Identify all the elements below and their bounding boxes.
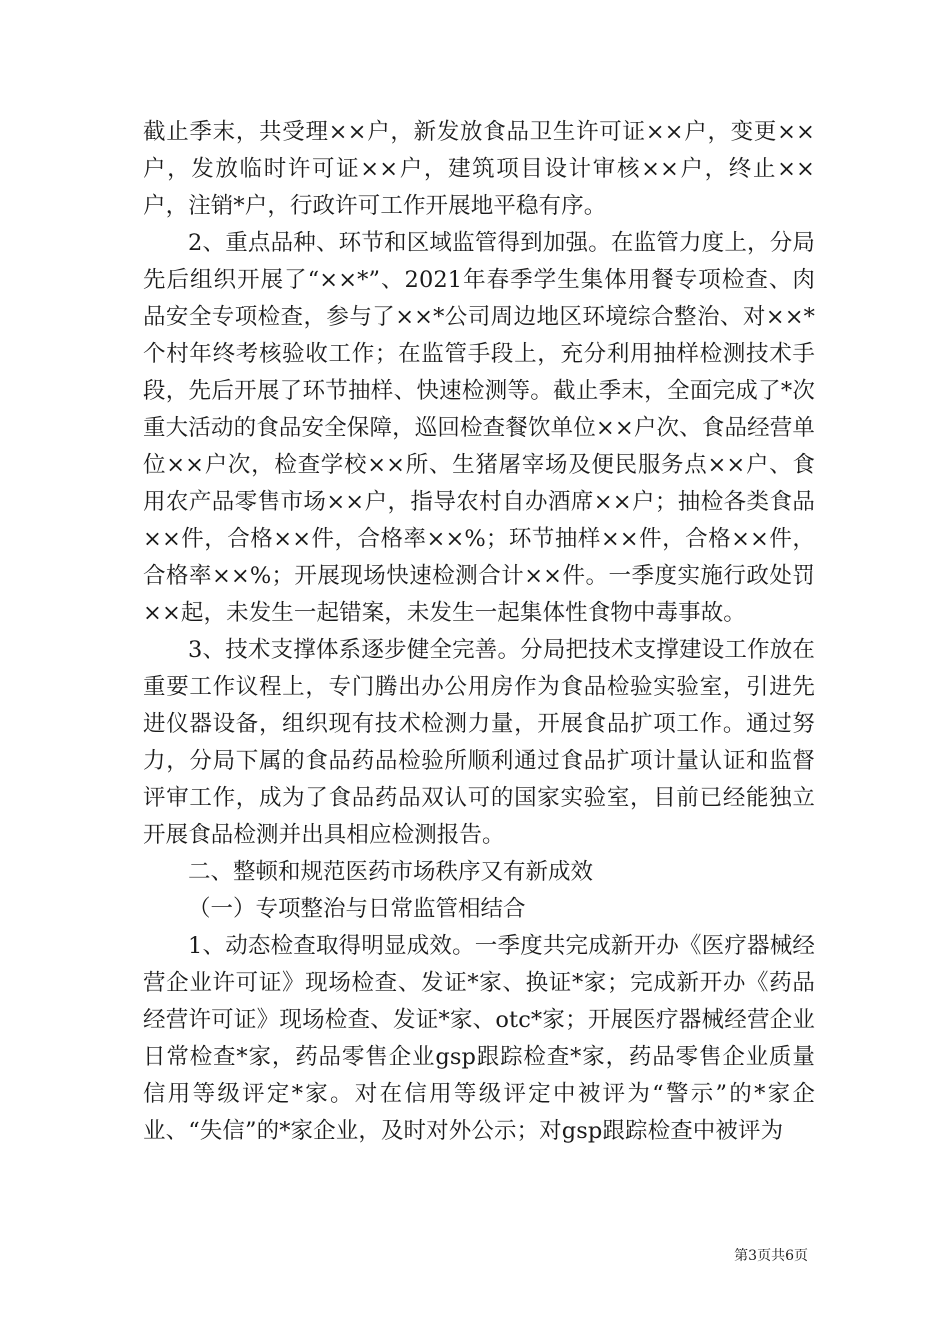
paragraph-permit-summary: 截止季末，共受理××户，新发放食品卫生许可证××户，变更××户，发放临时许可证××户，建筑项目设计审核××户，终止××户，注销*户，行政许可工作开展地平稳有序。 (143, 119, 815, 219)
subsection-heading-special-rectification: （一）专项整治与日常监管相结合 (188, 896, 526, 922)
page-number: 第3页共6页 (734, 1248, 808, 1264)
document-body (143, 114, 815, 1150)
paragraph-dynamic-inspection: 1、动态检查取得明显成效。一季度共完成新开办《医疗器械经营企业许可证》现场检查、发证*家、换证*家；完成新开办《药品经营许可证》现场检查、发证*家、otc*家；开展医疗器械经营企业日常检查*家，药品零售企业gsp跟踪检查*家，药品零售企业质量信用等级评定*家。对在信用等级评定中被评为“警示”的*家企业、“失信”的*家企业，及时对外公示；对gsp跟踪检查中被评为 (143, 933, 815, 1144)
paragraph-technical-support: 3、技术支撑体系逐步健全完善。分局把技术支撑建设工作放在重要工作议程上，专门腾出办公用房作为食品检验实验室，引进先进仪器设备，组织现有技术检测力量，开展食品扩项工作。通过努力，分局下属的食品药品检验所顺利通过食品扩项计量认证和监督评审工作，成为了食品药品双认可的国家实验室，目前已经能独立开展食品检测并出具相应检测报告。 (143, 637, 815, 848)
paragraph-key-supervision: 2、重点品种、环节和区域监管得到加强。在监管力度上，分局先后组织开展了“××*”、2021年春季学生集体用餐专项检查、肉品安全专项检查，参与了××*公司周边地区环境综合整治、对××*个村年终考核验收工作；在监管手段上，充分利用抽样检测技术手段，先后开展了环节抽样、快速检测等。截止季末，全面完成了*次重大活动的食品安全保障，巡回检查餐饮单位××户次、食品经营单位××户次，检查学校××所、生猪屠宰场及便民服务点××户、食用农产品零售市场××户，指导农村自办酒席××户；抽检各类食品××件，合格××件，合格率××%；环节抽样××件，合格××件，合格率××%；开展现场快速检测合计××件。一季度实施行政处罚××起，未发生一起错案，未发生一起集体性食物中毒事故。 (143, 230, 815, 626)
section-heading-pharma-market: 二、整顿和规范医药市场秩序又有新成效 (188, 859, 594, 885)
